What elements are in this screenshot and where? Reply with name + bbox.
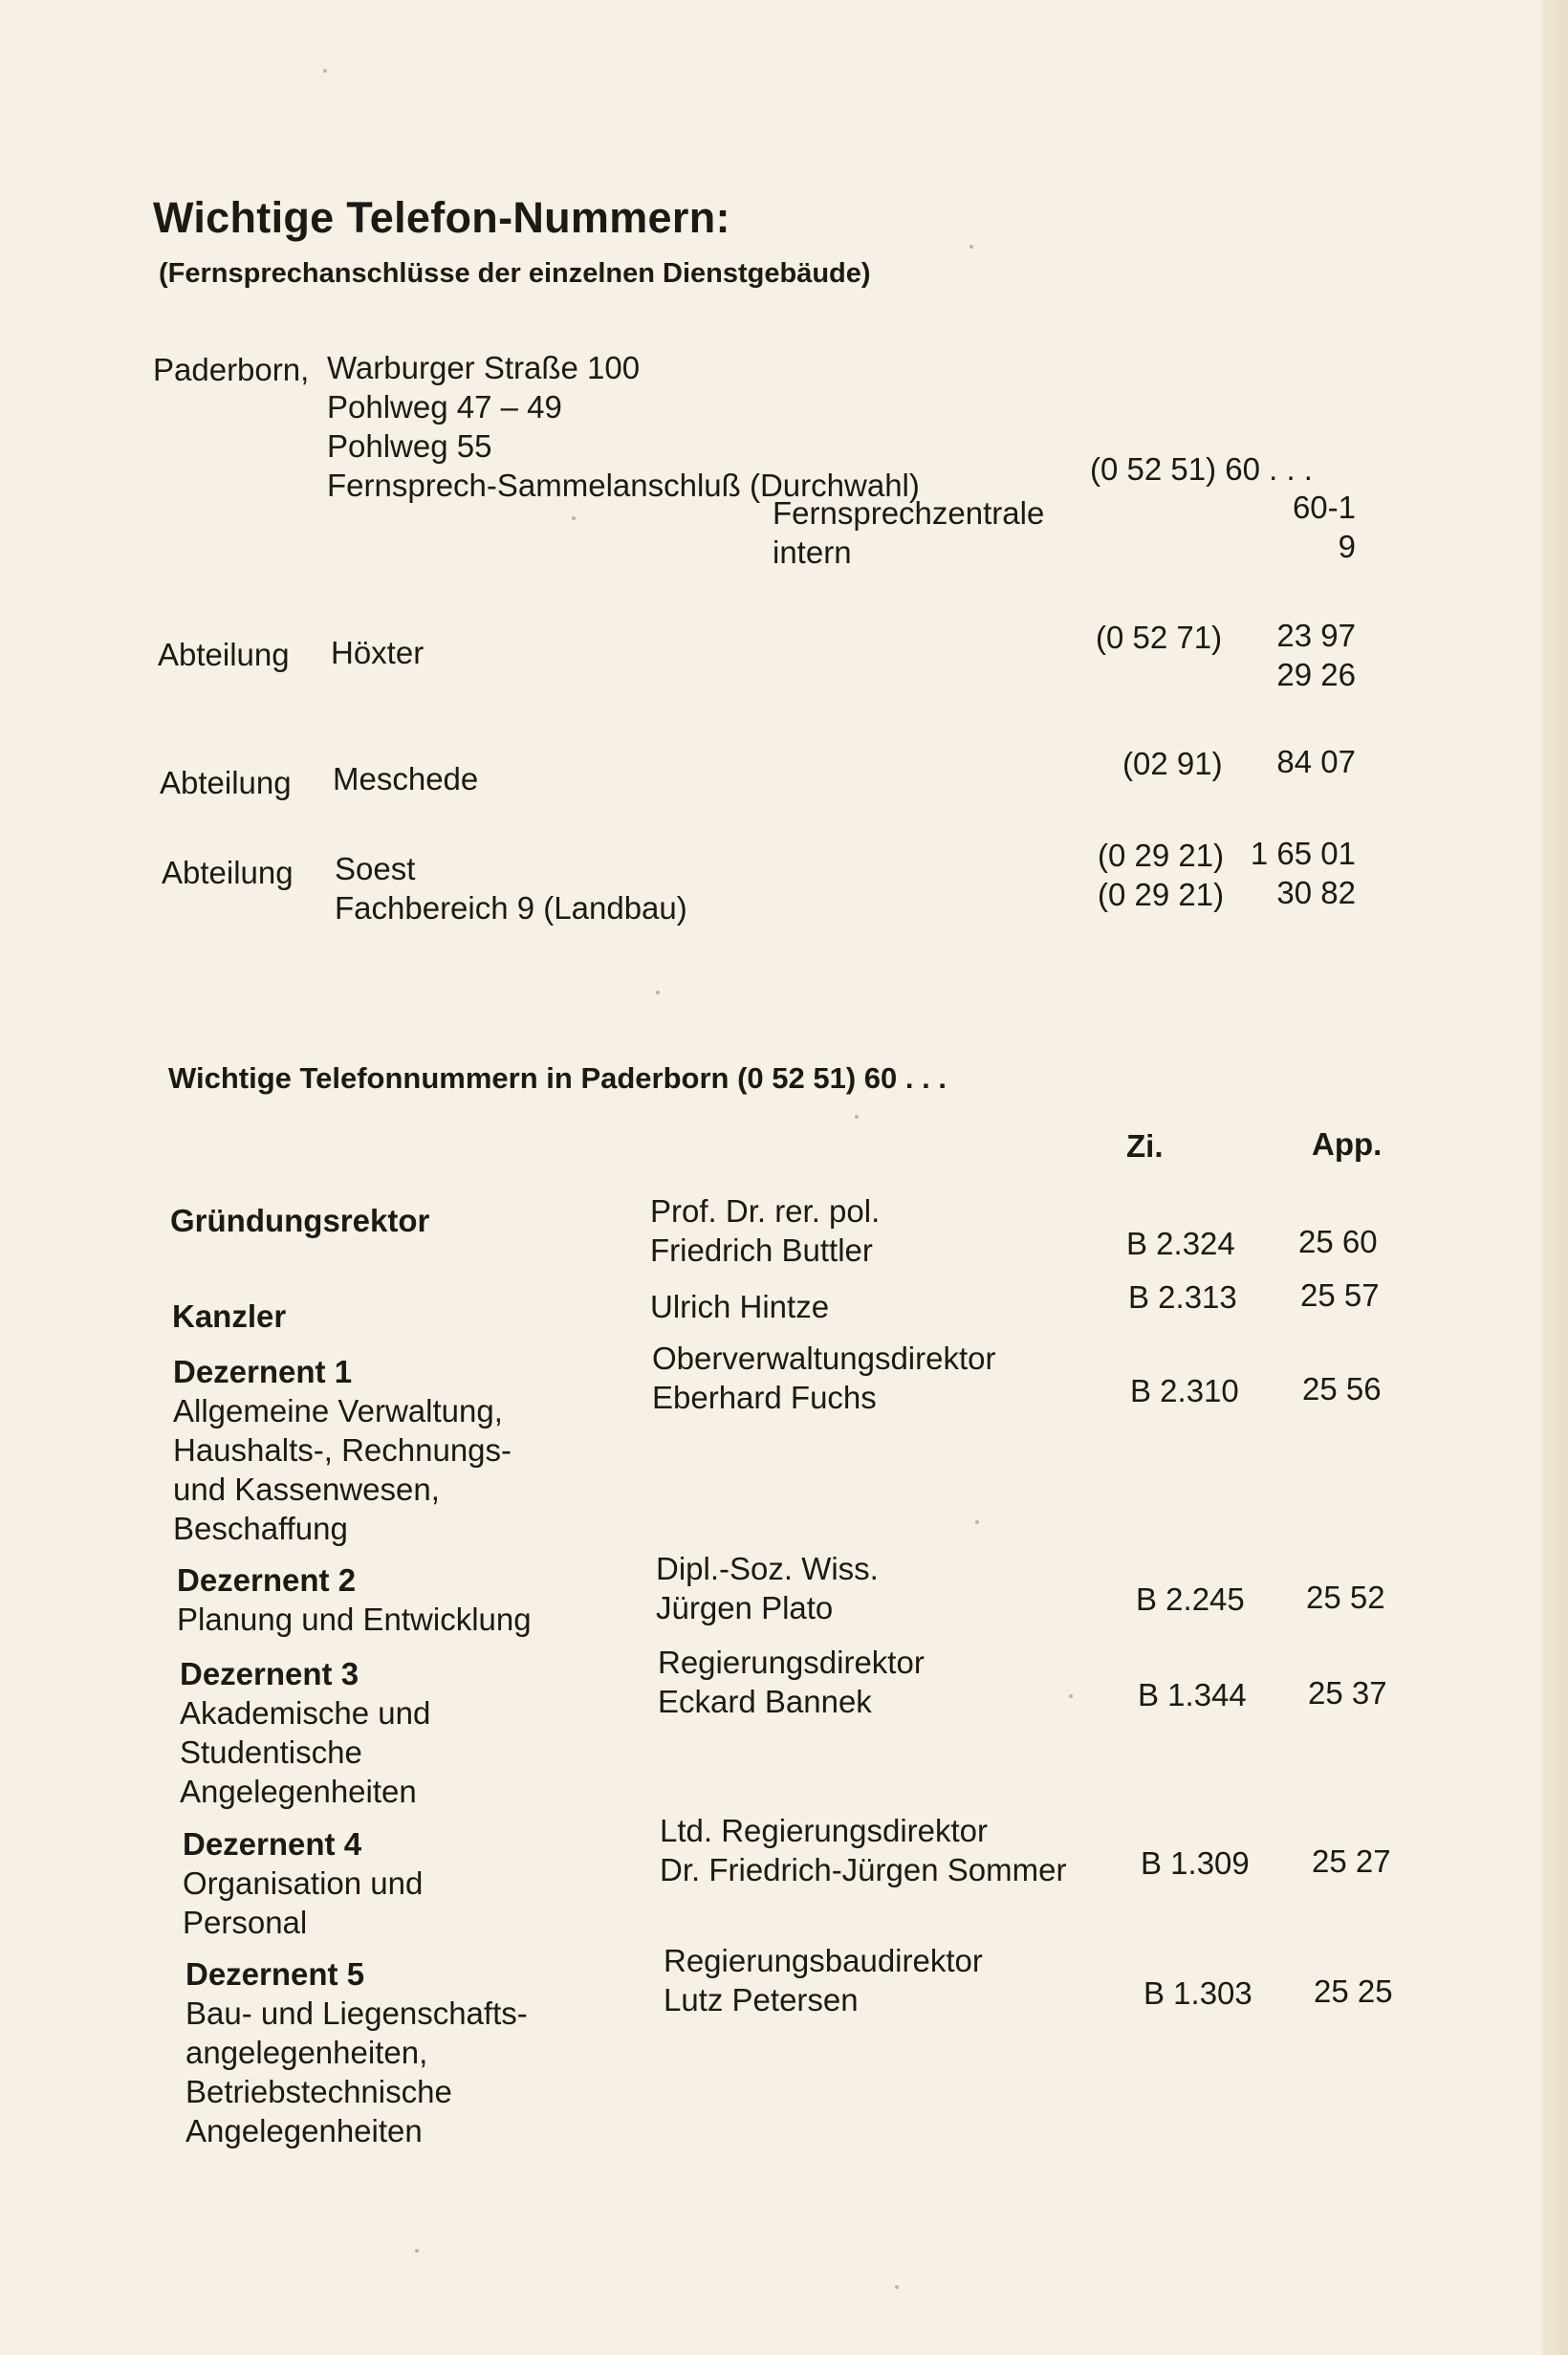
staff-role: Dezernent 3	[180, 1656, 359, 1691]
name-line: Jürgen Plato	[656, 1590, 834, 1625]
page-edge	[1541, 0, 1568, 2355]
area-code: (0 29 21)	[1098, 877, 1225, 912]
staff-room: B 1.344	[1138, 1677, 1247, 1712]
role-description: Akademische und	[180, 1695, 431, 1731]
soest-area-codes	[1098, 836, 1224, 914]
name-line: Oberverwaltungsdirektor	[652, 1341, 996, 1376]
soest-places	[335, 849, 687, 927]
name-line: Friedrich Buttler	[650, 1232, 873, 1268]
staff-role-block	[177, 1560, 532, 1639]
address-line: Warburger Straße 100	[327, 350, 641, 385]
column-header-room: Zi.	[1126, 1128, 1164, 1164]
role-description: Organisation und	[183, 1865, 424, 1901]
paderborn-sub-labels	[773, 493, 1044, 572]
sub-label: intern	[773, 534, 852, 570]
staff-name	[664, 1941, 983, 2019]
staff-name	[658, 1643, 925, 1721]
address-line: Pohlweg 55	[327, 428, 492, 464]
name-line: Ulrich Hintze	[650, 1289, 830, 1324]
soest-place: Soest	[335, 851, 416, 886]
phone-number: 29 26	[1276, 657, 1356, 692]
meschede-label: Abteilung	[160, 765, 292, 800]
role-description: Allgemeine Verwaltung,	[173, 1393, 503, 1428]
phone-number: 1 65 01	[1250, 836, 1356, 871]
role-description: Personal	[183, 1905, 308, 1940]
staff-app: 25 27	[1312, 1843, 1391, 1879]
staff-app: 25 57	[1300, 1277, 1380, 1313]
staff-role-block	[185, 1954, 528, 2150]
section-title: Wichtige Telefonnummern in Paderborn (0 52 51) 60 . . .	[168, 1061, 947, 1095]
staff-room: B 1.303	[1143, 1975, 1252, 2011]
staff-app: 25 52	[1306, 1580, 1385, 1615]
role-description: und Kassenwesen,	[173, 1472, 440, 1507]
staff-role: Dezernent 4	[183, 1826, 362, 1862]
name-line: Prof. Dr. rer. pol.	[650, 1193, 881, 1229]
paper-speck	[969, 245, 973, 249]
staff-app: 25 60	[1298, 1224, 1378, 1259]
staff-room: B 2.324	[1126, 1226, 1235, 1261]
name-line: Lutz Petersen	[664, 1982, 859, 2017]
staff-room: B 2.245	[1136, 1581, 1245, 1617]
phone-number: 30 82	[1276, 875, 1356, 910]
staff-room: B 1.309	[1141, 1845, 1250, 1881]
name-line: Eberhard Fuchs	[652, 1380, 877, 1415]
hoexter-area-code: (0 52 71)	[1096, 620, 1223, 655]
paderborn-addresses	[327, 348, 920, 505]
paper-speck	[1069, 1694, 1073, 1698]
staff-app: 25 37	[1308, 1675, 1387, 1711]
paper-speck	[855, 1115, 859, 1119]
meschede-place: Meschede	[333, 761, 479, 796]
staff-role-block	[180, 1654, 430, 1811]
address-line: Fernsprech-Sammelanschluß (Durchwahl)	[327, 468, 920, 503]
role-description: Angelegenheiten	[185, 2113, 423, 2148]
staff-app: 25 25	[1314, 1973, 1393, 2009]
page-title: Wichtige Telefon-Nummern:	[153, 193, 730, 242]
paper-speck	[323, 69, 327, 73]
area-code: (0 29 21)	[1098, 838, 1225, 873]
page-subtitle: (Fernsprechanschlüsse der einzelnen Dienstgebäude)	[159, 258, 871, 289]
staff-role: Dezernent 1	[173, 1354, 353, 1389]
staff-role-block	[183, 1824, 423, 1942]
sub-label: Fernsprechzentrale	[773, 495, 1045, 531]
staff-name	[650, 1191, 880, 1270]
phone-number: 23 97	[1276, 618, 1356, 653]
paderborn-sub-numbers	[1293, 488, 1356, 566]
meschede-area-code: (02 91)	[1122, 746, 1223, 781]
staff-role: Dezernent 5	[185, 1956, 365, 1992]
sub-number: 60-1	[1292, 490, 1356, 525]
staff-role: Dezernent 2	[177, 1562, 357, 1598]
staff-room: B 2.310	[1130, 1373, 1239, 1408]
name-line: Eckard Bannek	[658, 1684, 872, 1719]
staff-role: Kanzler	[172, 1298, 287, 1334]
staff-role: Gründungsrektor	[170, 1203, 430, 1238]
meschede-number: 84 07	[1276, 744, 1356, 779]
staff-name	[656, 1549, 879, 1627]
role-description: angelegenheiten,	[185, 2035, 428, 2070]
role-description: Studentische	[180, 1734, 362, 1770]
staff-name	[652, 1339, 996, 1417]
role-description: Bau- und Liegenschafts-	[185, 1995, 528, 2031]
sub-number: 9	[1338, 529, 1356, 564]
staff-name	[660, 1811, 1066, 1889]
name-line: Dr. Friedrich-Jürgen Sommer	[660, 1852, 1067, 1887]
hoexter-place: Höxter	[331, 635, 425, 670]
soest-department: Fachbereich 9 (Landbau)	[335, 890, 687, 926]
paper-speck	[975, 1520, 979, 1524]
staff-room: B 2.313	[1128, 1279, 1237, 1315]
paderborn-city: Paderborn,	[153, 352, 310, 387]
role-description: Beschaffung	[173, 1511, 348, 1546]
role-description: Haushalts-, Rechnungs-	[173, 1432, 512, 1468]
role-description: Betriebstechnische	[185, 2074, 452, 2109]
role-description: Angelegenheiten	[180, 1774, 417, 1809]
soest-numbers	[1251, 834, 1356, 912]
paper-speck	[895, 2285, 899, 2289]
paderborn-area-code: (0 52 51) 60 . . .	[1090, 451, 1313, 487]
paper-speck	[415, 2249, 419, 2253]
paper-speck	[656, 991, 660, 994]
role-description: Planung und Entwicklung	[177, 1602, 532, 1637]
name-line: Regierungsdirektor	[658, 1645, 925, 1680]
soest-label: Abteilung	[162, 855, 294, 890]
staff-app: 25 56	[1302, 1371, 1382, 1406]
paper-speck	[572, 516, 576, 520]
hoexter-label: Abteilung	[158, 637, 290, 672]
hoexter-numbers	[1276, 616, 1356, 694]
address-line: Pohlweg 47 – 49	[327, 389, 562, 425]
name-line: Ltd. Regierungsdirektor	[660, 1813, 989, 1848]
name-line: Regierungsbaudirektor	[664, 1943, 983, 1978]
name-line: Dipl.-Soz. Wiss.	[656, 1551, 879, 1586]
column-header-app: App.	[1312, 1126, 1383, 1162]
staff-role-block	[173, 1352, 512, 1548]
